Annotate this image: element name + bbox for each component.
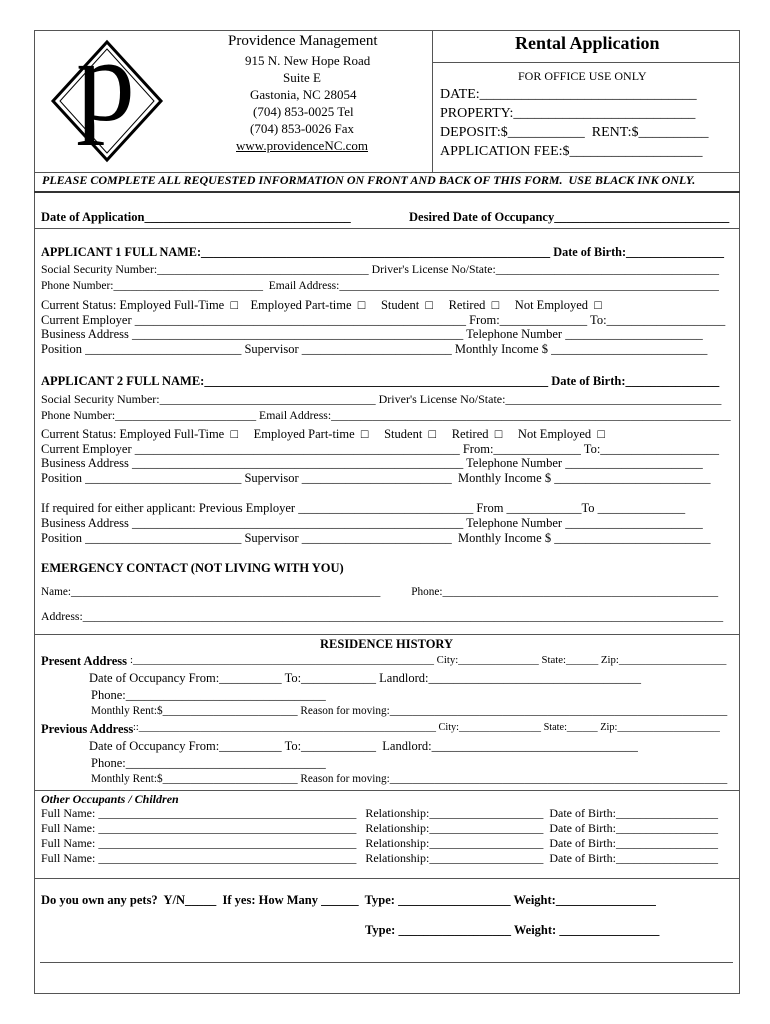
applicant2-status-checkboxes[interactable]: Current Status: Employed Full-Time □ Employed Part-time □ Student □ Retired □ Not Employed □: [41, 427, 605, 441]
applicant1-employer-field[interactable]: Current Employer _____________________________________________________ From:______________ To:___________________: [41, 313, 726, 327]
previous-employer-field[interactable]: If required for either applicant: Previous Employer ____________________________ From ____________To ______________: [41, 501, 686, 515]
office-use-only: FOR OFFICE USE ONLY: [518, 69, 647, 83]
applicant2-business-field[interactable]: Business Address _____________________________________________________ Telephone Number ______________________: [41, 456, 703, 470]
office-application-fee: APPLICATION FEE:$___________________: [440, 144, 703, 159]
occupant-row[interactable]: Full Name: ___________________________________________ Relationship:___________________ Date of Birth:_________________: [41, 806, 718, 820]
signature-line[interactable]: [40, 962, 733, 963]
dates-line: [34, 228, 740, 229]
emergency-line: [34, 634, 740, 635]
applicant1-status-checkboxes[interactable]: Current Status: Employed Full-Time □ Employed Part-time □ Student □ Retired □ Not Employed □: [41, 298, 602, 312]
occupants-line: [34, 878, 740, 879]
previous-phone-field[interactable]: Phone:________________________________: [91, 756, 326, 770]
occupant-row[interactable]: Full Name: ___________________________________________ Relationship:___________________ Date of Birth:_________________: [41, 836, 718, 850]
applicant1-name-field[interactable]: APPLICANT 1 FULL NAME:_________________________________________________________ Date of Birth:________________: [41, 245, 725, 259]
residence-line: [34, 790, 740, 791]
company-fax: (704) 853-0026 Fax: [250, 121, 354, 136]
logo-letter: p: [76, 15, 135, 146]
pets-line1-field[interactable]: Do you own any pets? Y/N_____ If yes: How Many ______ Type: __________________ Weight:________________: [41, 893, 656, 907]
company-web[interactable]: www.providenceNC.com: [236, 138, 369, 153]
previous-dates-field[interactable]: Date of Occupancy From:__________ To:____________ Landlord:_________________________________: [89, 739, 638, 753]
previous-rent-field[interactable]: Monthly Rent:$________________________ Reason for moving:____________________________________________________________: [91, 773, 728, 785]
previous-business-field[interactable]: Business Address _____________________________________________________ Telephone Number ______________________: [41, 516, 703, 530]
emergency-name-field[interactable]: Name:_______________________________________________________ Phone:_________________________________________________: [41, 586, 719, 598]
company-tel: (704) 853-0025 Tel: [253, 104, 354, 119]
applicant1-phone-field[interactable]: Phone Number:__________________________ Email Address:__________________________________________________________________: [41, 280, 719, 292]
present-phone-field[interactable]: Phone:________________________________: [91, 688, 326, 702]
previous-address-field[interactable]: ::__________________________________________________________ City:________________ State:______ Zip:____________________: [133, 722, 720, 733]
applicant2-employer-field[interactable]: Current Employer ____________________________________________________ From:______________ To:___________________: [41, 442, 720, 456]
company-address2: Suite E: [283, 70, 321, 85]
present-address-field[interactable]: :________________________________________________________ City:_______________ State:______ Zip:____________________: [130, 654, 727, 666]
form-title: Rental Application: [515, 33, 660, 53]
office-deposit-rent: DEPOSIT:$___________ RENT:$__________: [440, 125, 709, 140]
company-name: Providence Management: [228, 33, 378, 49]
office-date: DATE:_______________________________: [440, 87, 697, 102]
applicant2-name-field[interactable]: APPLICANT 2 FULL NAME:_______________________________________________________ Date of Birth:_______________: [41, 374, 720, 388]
instructions-line: [34, 191, 740, 193]
company-city: Gastonia, NC 28054: [250, 87, 357, 102]
pets-line2-field[interactable]: Type: __________________ Weight: ________________: [365, 923, 660, 937]
present-address-label: Present Address: [41, 654, 127, 668]
date-of-application-field[interactable]: Date of Application_________________________________: [41, 210, 351, 224]
present-dates-field[interactable]: Date of Occupancy From:__________ To:____________ Landlord:__________________________________: [89, 671, 641, 685]
applicant1-position-field[interactable]: Position _________________________ Supervisor ________________________ Monthly Income $ _________________________: [41, 342, 708, 356]
previous-position-field[interactable]: Position _________________________ Supervisor ________________________ Monthly Income $ _________________________: [41, 531, 711, 545]
emergency-title: EMERGENCY CONTACT (NOT LIVING WITH YOU): [41, 561, 344, 575]
occupant-row[interactable]: Full Name: ___________________________________________ Relationship:___________________ Date of Birth:_________________: [41, 821, 718, 835]
office-property: PROPERTY:__________________________: [440, 106, 696, 121]
applicant2-ssn-field[interactable]: Social Security Number:____________________________________ Driver's License No/State:____________________________________: [41, 392, 722, 406]
instructions: PLEASE COMPLETE ALL REQUESTED INFORMATION ON FRONT AND BACK OF THIS FORM. USE BLACK INK ONLY.: [42, 173, 696, 187]
occupants-title: Other Occupants / Children: [41, 792, 179, 806]
present-rent-field[interactable]: Monthly Rent:$________________________ Reason for moving:____________________________________________________________: [91, 705, 728, 717]
residence-title: RESIDENCE HISTORY: [320, 637, 454, 651]
occupant-row[interactable]: Full Name: ___________________________________________ Relationship:___________________ Date of Birth:_________________: [41, 851, 718, 865]
applicant1-ssn-field[interactable]: Social Security Number:____________________________________ Driver's License No/State:______________________________________: [41, 263, 720, 276]
applicant1-business-field[interactable]: Business Address _____________________________________________________ Telephone Number ______________________: [41, 327, 703, 341]
previous-address-label: Previous Address: [41, 722, 134, 736]
office-divider: [432, 62, 740, 63]
applicant2-position-field[interactable]: Position _________________________ Supervisor ________________________ Monthly Income $ _________________________: [41, 471, 711, 485]
emergency-address-field[interactable]: Address:_____________________________________________________________________________________________________________: [41, 610, 724, 623]
header-divider: [432, 30, 433, 172]
company-address1: 915 N. New Hope Road: [245, 53, 371, 68]
applicant2-phone-field[interactable]: Phone Number:________________________ Email Address:____________________________________________________________________: [41, 409, 731, 422]
desired-occupancy-field[interactable]: Desired Date of Occupancy____________________________: [409, 210, 730, 224]
